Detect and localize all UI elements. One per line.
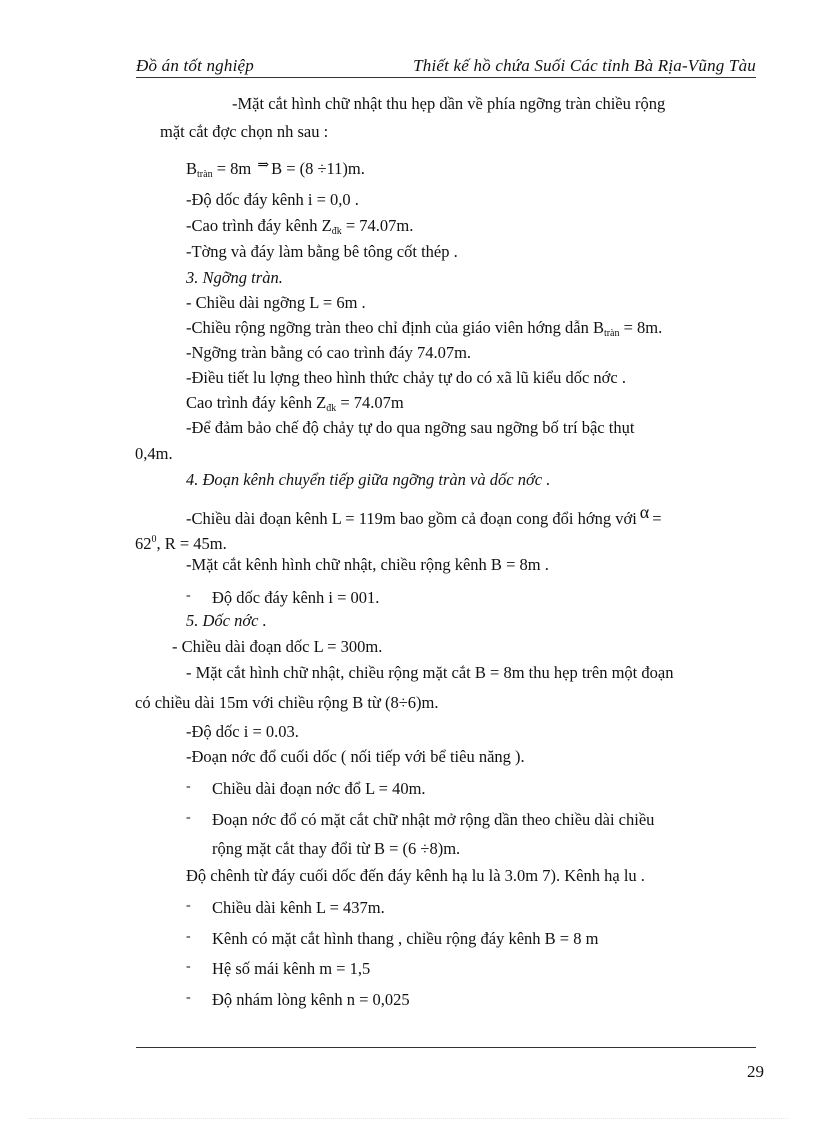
text-line-11: -Điều tiết lu lợng theo hình thức chảy tự do có xã lũ kiểu dốc nớc . bbox=[186, 368, 626, 387]
page-edge-dotted-line bbox=[28, 1118, 788, 1119]
bullet-dash-icon: - bbox=[186, 588, 191, 603]
text-line-1: -Mặt cắt hình chữ nhật thu hẹp dần về phía ngỡng tràn chiều rộng bbox=[232, 94, 666, 113]
header-left-title: Đồ án tốt nghiệp bbox=[136, 56, 254, 75]
text-line-16: -Chiều dài đoạn kênh L = 119m bao gồm cả đoạn cong đổi hớng với α = bbox=[186, 502, 662, 528]
text-line-18: -Mặt cắt kênh hình chữ nhật, chiều rộng kênh B = 8m . bbox=[186, 555, 549, 574]
bullet-item-slope-coef: - Hệ số mái kênh m = 1,5 bbox=[186, 959, 371, 978]
text-line-24: -Độ dốc i = 0.03. bbox=[186, 722, 299, 741]
header-right-title: Thiết kế hồ chứa Suối Các tỉnh Bà Rịa-Vũng Tàu bbox=[413, 56, 756, 75]
text-line-10: -Ngỡng tràn bằng có cao trình đáy 74.07m. bbox=[186, 343, 472, 362]
text-line-25: -Đoạn nớc đổ cuối dốc ( nối tiếp với bể tiêu năng ). bbox=[186, 747, 525, 766]
bullet-dash-icon: - bbox=[186, 929, 191, 944]
text-line-5: -Cao trình đáy kênh $Z_{đk} = 74.07m$. bbox=[186, 216, 414, 237]
bullet-item-section: - Đoạn nớc đổ có mặt cắt chữ nhật mở rộng dần theo chiều dài chiều bbox=[186, 810, 655, 829]
section-heading-3: 3. Ngỡng tràn. bbox=[186, 268, 283, 287]
bullet-dash-icon: - bbox=[186, 898, 191, 913]
text-line-22: - Mặt cắt hình chữ nhật, chiều rộng mặt cắt B = 8m thu hẹp trên một đoạn bbox=[186, 663, 674, 682]
formula-b-tran: $B_{tràn} = 8m$ ⇒ B = (8 ÷11)m. bbox=[186, 158, 365, 180]
text-line-12: Cao trình đáy kênh $Z_{đk} = 74.07m$ bbox=[186, 393, 404, 414]
text-line-14: 0,4m. bbox=[135, 444, 173, 463]
bullet-item-canal-length: - Chiều dài kênh L = 437m. bbox=[186, 898, 385, 917]
text-line-9: -Chiều rộng ngỡng tràn theo chỉ định của giáo viên hớng dẫn $B_{tràn} = 8m$. bbox=[186, 318, 663, 339]
text-line-21: - Chiều dài đoạn dốc L = 300m. bbox=[172, 637, 383, 656]
section-heading-4: 4. Đoạn kênh chuyển tiếp giữa ngỡng tràn và dốc nớc . bbox=[186, 470, 551, 489]
text-line-23: có chiều dài 15m với chiều rộng B từ (8÷6)m. bbox=[135, 693, 439, 712]
footer-rule bbox=[136, 1047, 756, 1048]
text-line-17: $62^0$, R = 45m. bbox=[135, 534, 227, 553]
bullet-dash-icon: - bbox=[186, 990, 191, 1005]
bullet-dash-icon: - bbox=[186, 779, 191, 794]
section-heading-5: 5. Dốc nớc . bbox=[186, 611, 267, 630]
header-rule bbox=[136, 77, 756, 78]
text-line-13: -Để đảm bảo chế độ chảy tự do qua ngỡng sau ngỡng bố trí bậc thụt bbox=[186, 418, 635, 437]
text-line-28: rộng mặt cắt thay đổi từ B = (6 ÷8)m. bbox=[212, 839, 461, 858]
page-number: 29 bbox=[747, 1062, 764, 1081]
text-line-29: Độ chênh từ đáy cuối dốc đến đáy kênh hạ lu là 3.0m 7). Kênh hạ lu . bbox=[186, 866, 645, 885]
text-line-2: mặt cắt đợc chọn nh sau : bbox=[160, 122, 329, 141]
bullet-item-trapezoid: - Kênh có mặt cắt hình thang , chiều rộng đáy kênh B = 8 m bbox=[186, 929, 599, 948]
bullet-dash-icon: - bbox=[186, 810, 191, 825]
bullet-item-roughness: - Độ nhám lòng kênh n = 0,025 bbox=[186, 990, 410, 1009]
text-line-8: - Chiều dài ngỡng L = 6m . bbox=[186, 293, 366, 312]
bullet-item-length: - Chiều dài đoạn nớc đổ L = 40m. bbox=[186, 779, 426, 798]
bullet-dash-icon: - bbox=[186, 959, 191, 974]
text-line-4: -Độ dốc đáy kênh i = 0,0 . bbox=[186, 190, 359, 209]
bullet-item-slope: - Độ dốc đáy kênh i = 001. bbox=[186, 588, 380, 607]
text-line-6: -Tờng và đáy làm bằng bê tông cốt thép . bbox=[186, 242, 458, 261]
